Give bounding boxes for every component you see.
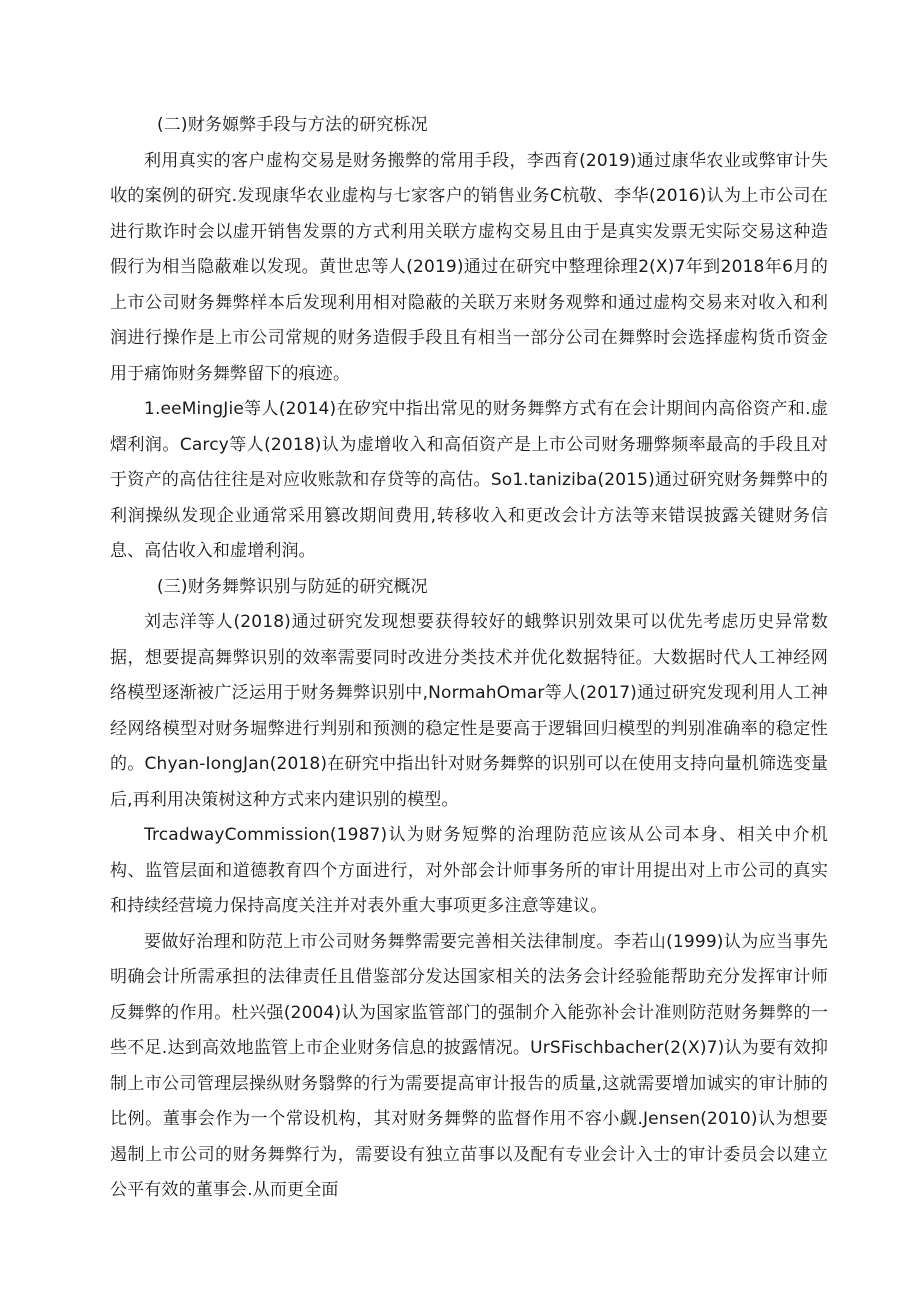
paragraph-fraud-methods-1: 利用真实的客户虚构交易是财务搬弊的常用手段，李西育(2019)通过康华农业或弊审计失收的案例的研究.发现康华农业虚构与七家客户的销售业务C杭敬、李华(2016)认为上市公司在进行欺诈时会以虚开销售发票的方式利用关联方虚构交易且由于是真实发票无实际交易这种造假行为相当隐蔽难以发现。黄世忠等人(2019)通过在研究中整理徐理2(X)7年到2018年6月的上市公司财务舞弊样本后发现利用相对隐蔽的关联万来财务观弊和通过虚构交易来对收入和利润进行操作是上市公司常规的财务造假手段且有相当一部分公司在舞弊时会选择虚构货币资金用于痛饰财务舞弊留下的痕迹。: [110, 150, 828, 384]
paragraph-fraud-identification: 刘志洋等人(2018)通过研究发现想要获得较好的蛾弊识别效果可以优先考虑历史异常数据，想要提高舞弊识别的效率需要同时改进分类技术并优化数据特征。大数据时代人工神经网络模型逐渐被广泛运用于财务舞弊识别中,NormahOmar等人(2017)通过研究发现利用人工神经网络模型对财务堀弊进行判别和预测的稳定性是要高于逻辑回归模型的判别准确率的稳定性的。Chyan-IongJan(2018)在研究中指出针对财务舞弊的识别可以在使用支持向量机筛选变量后,再利用决策树这种方式来内建识别的模型。: [110, 612, 828, 810]
section-heading-3: (三)财务舞弊识别与防延的研究概况: [157, 576, 428, 597]
section-heading-2: (二)财务嫄弊手段与方法的研究栎况: [157, 115, 428, 135]
document-body: [110, 108, 828, 1209]
paragraph-governance-law: 要做好治理和防范上市公司财务舞弊需要完善相关法律制度。李若山(1999)认为应当事先明确会计所需承担的法律责任且借鉴部分发达国家相关的法务会计经验能帮助充分发挥审计师反舞弊的作用。杜兴强(2004)认为国家监管部门的强制介入能弥补会计准则防范财务舞弊的一些不足.达到高效地监管上市企业财务信息的披露情况。UrSFischbacher(2(X)7)认为要有效抑制上市公司管理层操纵财务翳弊的行为需要提高审计报告的质量,这就需要增加诚实的审计肺的比例。董事会作为一个常设机构，其对财务舞弊的监督作用不容小觑.Jensen(2010)认为想要遏制上市公司的财务舞弊行为，需要设有独立苗事以及配有专业会计入士的审计委员会以建立公平有效的董事会.从而更全面: [110, 931, 828, 1200]
paragraph-fraud-methods-2: 1.eeMingJie等人(2014)在矽究中指出常见的财务舞弊方式有在会计期间内高俗资产和.虚熠利润。Carcy等人(2018)认为虚增收入和高佰资产是上市公司财务珊弊频率最高的手段且对于资产的高估往往是对应收账款和存贷等的高估。So1.taniziba(2015)通过研究财务舞弊中的利润操纵发现企业通常采用篡改期间费用,转移收入和更改会计方法等来错误披露关键财务信息、高估收入和虚增利润。: [110, 399, 828, 561]
paragraph-treadway-commission: TrcadwayCommission(1987)认为财务短弊的治理防范应该从公司本身、相关中介机构、监管层面和道德教育四个方面进行，对外部会计师事务所的审计用提出对上市公司的真实和持续经营境力保持高度关注并对表外重大事项更多注意等建议。: [110, 825, 828, 916]
